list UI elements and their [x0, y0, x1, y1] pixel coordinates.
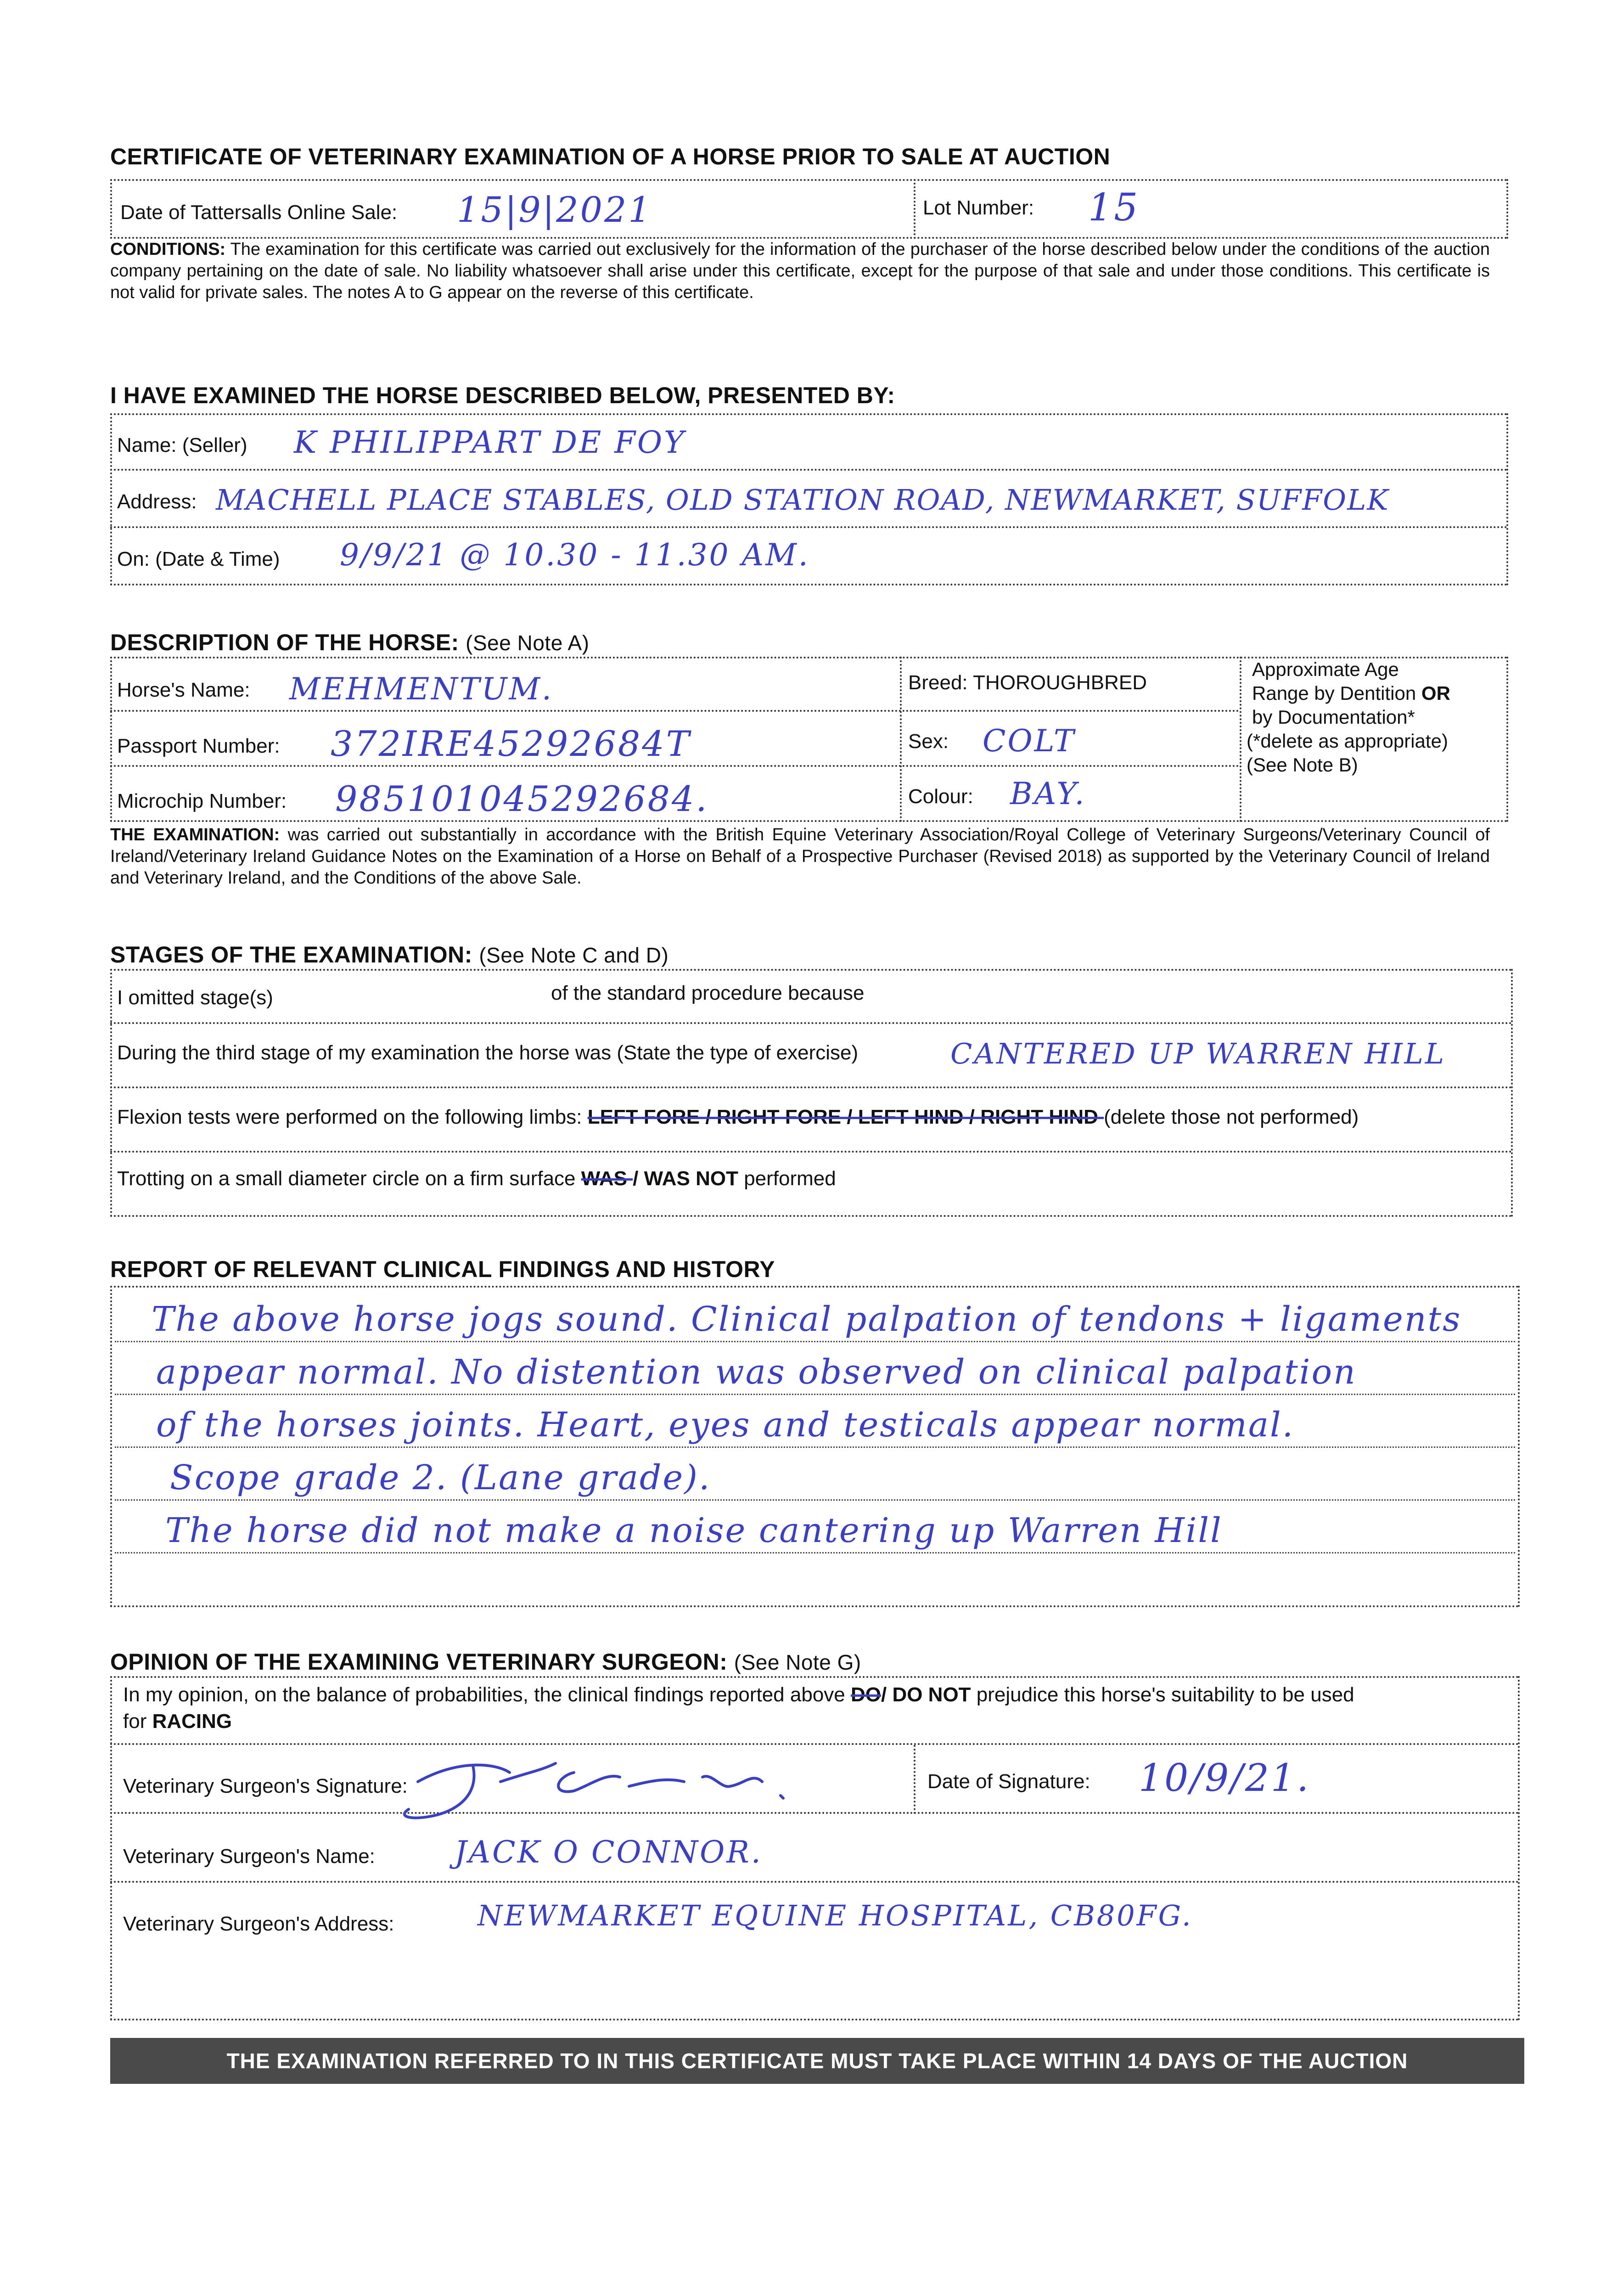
presented-by-heading: I HAVE EXAMINED THE HORSE DESCRIBED BELOW, PRESENTED BY:	[110, 383, 895, 408]
seller-address-value: MACHELL PLACE STABLES, OLD STATION ROAD, NEWMARKET, SUFFOLK	[216, 483, 1389, 517]
omitted-stages-label: I omitted stage(s)	[117, 986, 273, 1009]
vet-address-label: Veterinary Surgeon's Address:	[123, 1913, 394, 1935]
report-line-4: Scope grade 2. (Lane grade).	[170, 1458, 711, 1497]
horse-name-label: Horse's Name:	[117, 679, 250, 701]
certificate-title: CERTIFICATE OF VETERINARY EXAMINATION OF A HORSE PRIOR TO SALE AT AUCTION	[110, 144, 1111, 169]
opinion-heading: OPINION OF THE EXAMINING VETERINARY SURGEON: (See Note G)	[110, 1649, 861, 1675]
seller-name-label: Name: (Seller)	[117, 434, 247, 456]
trotting-line: Trotting on a small diameter circle on a firm surface WAS / WAS NOT performed	[117, 1167, 836, 1190]
opinion-statement: In my opinion, on the balance of probabilities, the clinical findings reported above DO/ DO NOT prejudice this horse's suitability to be used for RACING	[123, 1683, 1354, 1733]
colour-value: BAY.	[1010, 776, 1086, 811]
flexion-tests-line: Flexion tests were performed on the following limbs: LEFT FORE / RIGHT FORE / LEFT HIND / RIGHT HIND (delete those not performed)	[117, 1106, 1359, 1128]
signature-image	[390, 1745, 872, 1828]
examination-paragraph: THE EXAMINATION: was carried out substantially in accordance with the British Equine Veterinary Association/Royal College of Veterinary Surgeons/Veterinary Council of Ireland/Veterinary Ireland Guidance Notes on the Examination of a Horse on Behalf of a Prospective Purchaser (Revised 2018) as supported by the Veterinary Council of Ireland and Veterinary Ireland, and the Conditions of the above Sale.	[110, 825, 1490, 888]
report-heading: REPORT OF RELEVANT CLINICAL FINDINGS AND HISTORY	[110, 1256, 775, 1282]
conditions-paragraph	[110, 239, 1490, 304]
third-stage-label: During the third stage of my examination the horse was (State the type of exercise)	[117, 1041, 859, 1064]
lot-number-label: Lot Number:	[923, 197, 1034, 219]
horse-name-value: MEHMENTUM.	[289, 671, 554, 707]
colour-label: Colour:	[908, 785, 973, 808]
report-line-5: The horse did not make a noise cantering up Warren Hill	[165, 1511, 1223, 1550]
sale-date-value: 15|9|2021	[457, 189, 652, 230]
seller-name-value: K PHILIPPART DE FOY	[294, 425, 686, 460]
report-line-2: appear normal. No distention was observed on clinical palpation	[156, 1352, 1357, 1392]
report-line-3: of the horses joints. Heart, eyes and testicals appear normal.	[156, 1405, 1295, 1445]
breed-label: Breed: THOROUGHBRED	[908, 671, 1147, 694]
footer-notice: THE EXAMINATION REFERRED TO IN THIS CERTIFICATE MUST TAKE PLACE WITHIN 14 DAYS OF THE AUCTION	[110, 2038, 1524, 2084]
report-line-1: The above horse jogs sound. Clinical palpation of tendons + ligaments	[152, 1300, 1462, 1339]
vet-address-value: NEWMARKET EQUINE HOSPITAL, CB80FG.	[477, 1899, 1193, 1932]
signature-label: Veterinary Surgeon's Signature:	[123, 1775, 408, 1797]
conditions-heading: CONDITIONS:	[110, 240, 226, 259]
sex-value: COLT	[983, 723, 1076, 759]
vet-name-value: JACK O CONNOR.	[455, 1835, 763, 1870]
microchip-label: Microchip Number:	[117, 790, 287, 812]
seller-address-label: Address:	[117, 490, 197, 513]
age-range-box: Approximate Age Range by Dentition OR by Documentation* (*delete as appropriate) (See Note B)	[1247, 658, 1450, 776]
omitted-because-label: of the standard procedure because	[551, 982, 865, 1004]
sale-date-label: Date of Tattersalls Online Sale:	[120, 201, 398, 224]
stages-heading: STAGES OF THE EXAMINATION: (See Note C and D)	[110, 942, 669, 968]
passport-value: 372IRE45292684T	[331, 723, 691, 764]
description-heading: DESCRIPTION OF THE HORSE: (See Note A)	[110, 630, 590, 655]
microchip-value: 985101045292684.	[335, 778, 709, 819]
signature-date-label: Date of Signature:	[927, 1770, 1090, 1793]
exam-date-time-value: 9/9/21 @ 10.30 - 11.30 AM.	[340, 537, 810, 573]
lot-number-value: 15	[1088, 186, 1140, 230]
third-stage-value: CANTERED UP WARREN HILL	[950, 1037, 1446, 1070]
sex-label: Sex:	[908, 730, 949, 753]
vet-name-label: Veterinary Surgeon's Name:	[123, 1845, 375, 1868]
signature-date-value: 10/9/21.	[1139, 1756, 1311, 1800]
exam-date-time-label: On: (Date & Time)	[117, 548, 280, 570]
conditions-text: The examination for this certificate was carried out exclusively for the information of the purchaser of the horse described below under the conditions of the auction company pertaining on the date of sale. No liability whatsoever shall arise under this certificate, except for the purpose of that sale and under those conditions. This certificate is not valid for private sales. The notes A to G appear on the reverse of this certificate.	[110, 240, 1490, 302]
passport-label: Passport Number:	[117, 735, 280, 757]
